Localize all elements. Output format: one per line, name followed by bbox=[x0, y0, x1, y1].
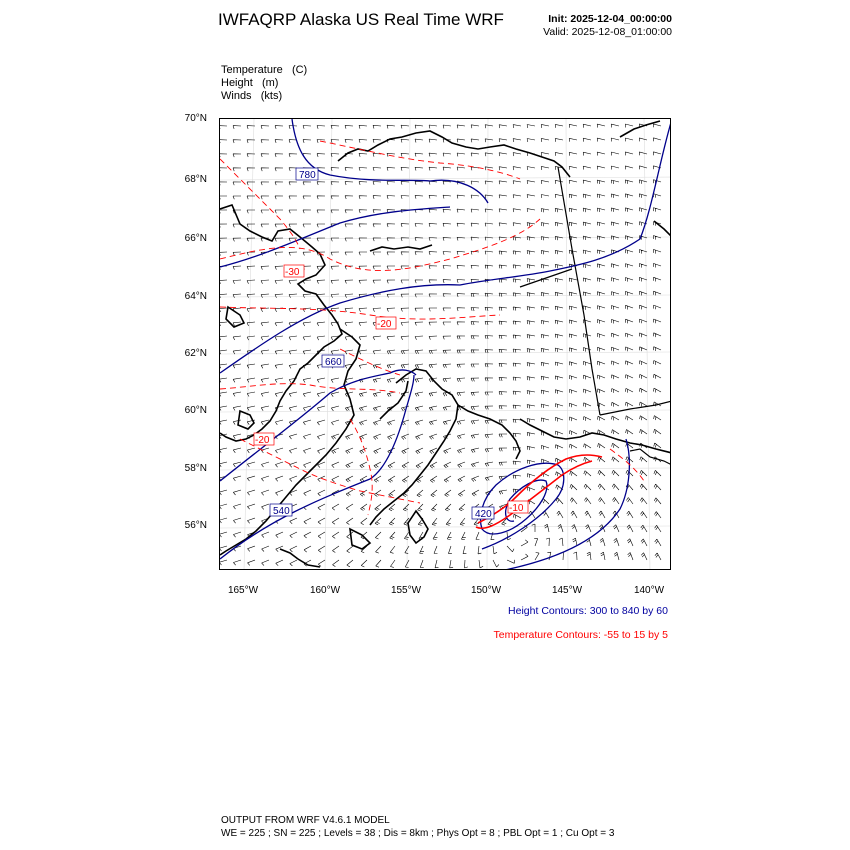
valid-time: Valid: 2025-12-08_01:00:00 bbox=[543, 26, 672, 38]
temp-label-minus20-b: -20 bbox=[255, 435, 270, 446]
lon-label-155: 155°W bbox=[390, 585, 422, 596]
wind-barbs bbox=[220, 124, 661, 568]
lat-label-64: 64°N bbox=[184, 291, 207, 302]
lat-label-60: 60°N bbox=[184, 405, 207, 416]
model-config-footer: WE = 225 ; SN = 225 ; Levels = 38 ; Dis = 8km ; Phys Opt = 8 ; PBL Opt = 1 ; Cu Opt = 3 bbox=[221, 828, 615, 839]
height-label-420: 420 bbox=[475, 509, 492, 520]
lat-label-66: 66°N bbox=[184, 233, 207, 244]
model-footer: OUTPUT FROM WRF V4.6.1 MODEL bbox=[221, 815, 390, 826]
height-contour-note: Height Contours: 300 to 840 by 60 bbox=[508, 605, 668, 617]
weather-map bbox=[219, 118, 671, 570]
map-canvas bbox=[220, 119, 671, 570]
wind-barb-field bbox=[220, 124, 661, 568]
temp-label-minus20-a: -20 bbox=[377, 319, 392, 330]
graticule bbox=[220, 119, 671, 570]
contour-labels bbox=[254, 168, 528, 520]
lon-label-150: 150°W bbox=[470, 585, 502, 596]
temp-label-minus10: -10 bbox=[509, 503, 524, 514]
lat-label-56: 56°N bbox=[184, 520, 207, 531]
field-label-winds: Winds (kts) bbox=[221, 90, 283, 102]
height-label-660: 660 bbox=[325, 357, 342, 368]
lat-label-70: 70°N bbox=[184, 113, 207, 124]
height-label-780: 780 bbox=[299, 170, 316, 181]
temperature-contours bbox=[476, 455, 602, 528]
temperature-contour-note: Temperature Contours: -55 to 15 by 5 bbox=[493, 629, 668, 641]
chart-title: IWFAQRP Alaska US Real Time WRF bbox=[218, 10, 504, 29]
lon-label-160: 160°W bbox=[309, 585, 341, 596]
lat-label-62: 62°N bbox=[184, 348, 207, 359]
lat-label-58: 58°N bbox=[184, 463, 207, 474]
field-label-height: Height (m) bbox=[221, 77, 279, 89]
lon-label-140: 140°W bbox=[633, 585, 665, 596]
lon-label-145: 145°W bbox=[551, 585, 583, 596]
lon-label-165: 165°W bbox=[227, 585, 259, 596]
temp-label-minus30: -30 bbox=[285, 267, 300, 278]
lat-label-68: 68°N bbox=[184, 174, 207, 185]
height-label-540: 540 bbox=[273, 506, 290, 517]
field-label-temperature: Temperature (C) bbox=[221, 64, 308, 76]
init-time: Init: 2025-12-04_00:00:00 bbox=[548, 13, 672, 25]
height-contours bbox=[220, 119, 671, 570]
coastline bbox=[220, 121, 671, 567]
